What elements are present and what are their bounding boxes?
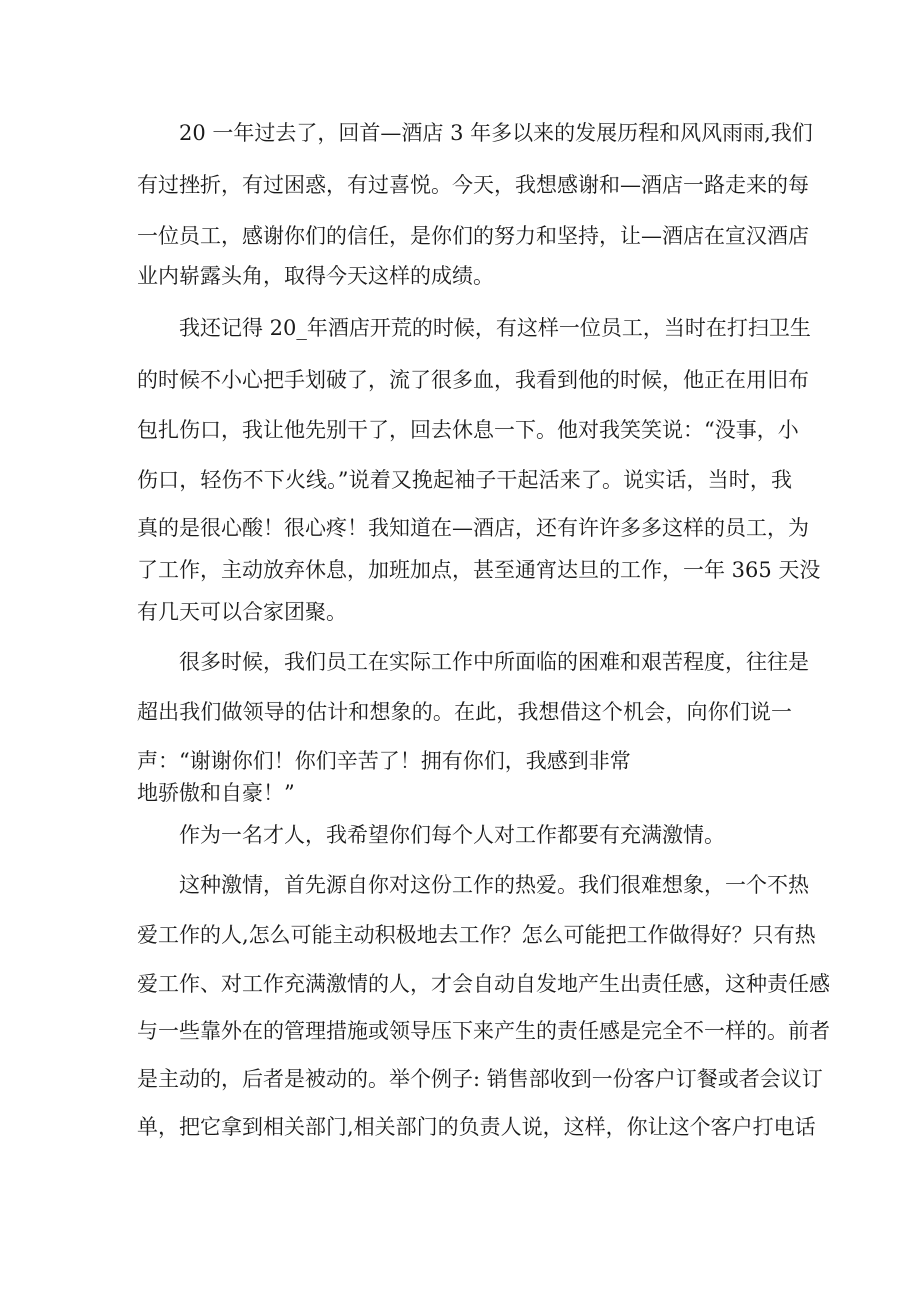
paragraph-1-line-3: 一位员工，感谢你们的信任，是你们的努力和坚持，让—酒店在宣汉酒店 bbox=[137, 224, 809, 248]
paragraph-5-line-2: 爱工作的人,怎么可能主动积极地去工作？怎么可能把工作做得好？只有热 bbox=[137, 923, 816, 947]
paragraph-2-line-7: 有几天可以合家团聚。 bbox=[137, 600, 347, 624]
paragraph-1-line-1: 20 一年过去了，回首—酒店 3 年多以来的发展历程和风风雨雨,我们 bbox=[179, 121, 813, 145]
paragraph-3-line-2: 超出我们做领导的估计和想象的。在此，我想借这个机会，向你们说一 bbox=[137, 700, 792, 724]
paragraph-5-line-3: 爱工作、对工作充满激情的人，才会自动自发地产生出责任感，这种责任感 bbox=[137, 972, 830, 996]
paragraph-2-line-1: 我还记得 20_年酒店开荒的时候，有这样一位员工，当时在打扫卫生 bbox=[179, 316, 811, 340]
paragraph-5-line-6: 单，把它拿到相关部门,相关部门的负责人说，这样，你让这个客户打电话 bbox=[137, 1115, 816, 1139]
paragraph-1-line-2: 有过挫折，有过困惑，有过喜悦。今天，我想感谢和—酒店一路走来的每 bbox=[137, 173, 809, 197]
paragraph-1-line-4: 业内崭露头角，取得今天这样的成绩。 bbox=[137, 264, 494, 288]
paragraph-3-line-4: 地骄傲和自豪！” bbox=[137, 781, 295, 805]
paragraph-3-line-1: 很多时候，我们员工在实际工作中所面临的困难和艰苦程度，往往是 bbox=[179, 650, 809, 674]
paragraph-2-line-6: 了工作，主动放弃休息，加班加点，甚至通宵达旦的工作，一年 365 天没 bbox=[137, 558, 821, 582]
paragraph-4-line-1: 作为一名才人，我希望你们每个人对工作都要有充满激情。 bbox=[179, 823, 725, 847]
paragraph-3-line-3: 声：“谢谢你们！你们辛苦了！拥有你们，我感到非常 bbox=[137, 749, 631, 773]
paragraph-5-line-1: 这种激情，首先源自你对这份工作的热爱。我们很难想象，一个不热 bbox=[179, 873, 809, 897]
paragraph-2-line-5: 真的是很心酸！很心疼！我知道在—酒店，还有许许多多这样的员工，为 bbox=[137, 516, 809, 540]
paragraph-2-line-3: 包扎伤口，我让他先别干了，回去休息一下。他对我笑笑说：“没事，小 bbox=[137, 418, 799, 442]
paragraph-2-line-4: 伤口，轻伤不下火线。”说着又挽起袖子干起活来了。说实话，当时，我 bbox=[137, 468, 792, 492]
paragraph-5-line-5: 是主动的，后者是被动的。举个例子: 销售部收到一份客户订餐或者会议订 bbox=[137, 1067, 823, 1091]
paragraph-5-line-4: 与一些靠外在的管理措施或领导压下来产生的责任感是完全不一样的。前者 bbox=[137, 1019, 830, 1043]
paragraph-2-line-2: 的时候不小心把手划破了，流了很多血，我看到他的时候，他正在用旧布 bbox=[137, 368, 809, 392]
